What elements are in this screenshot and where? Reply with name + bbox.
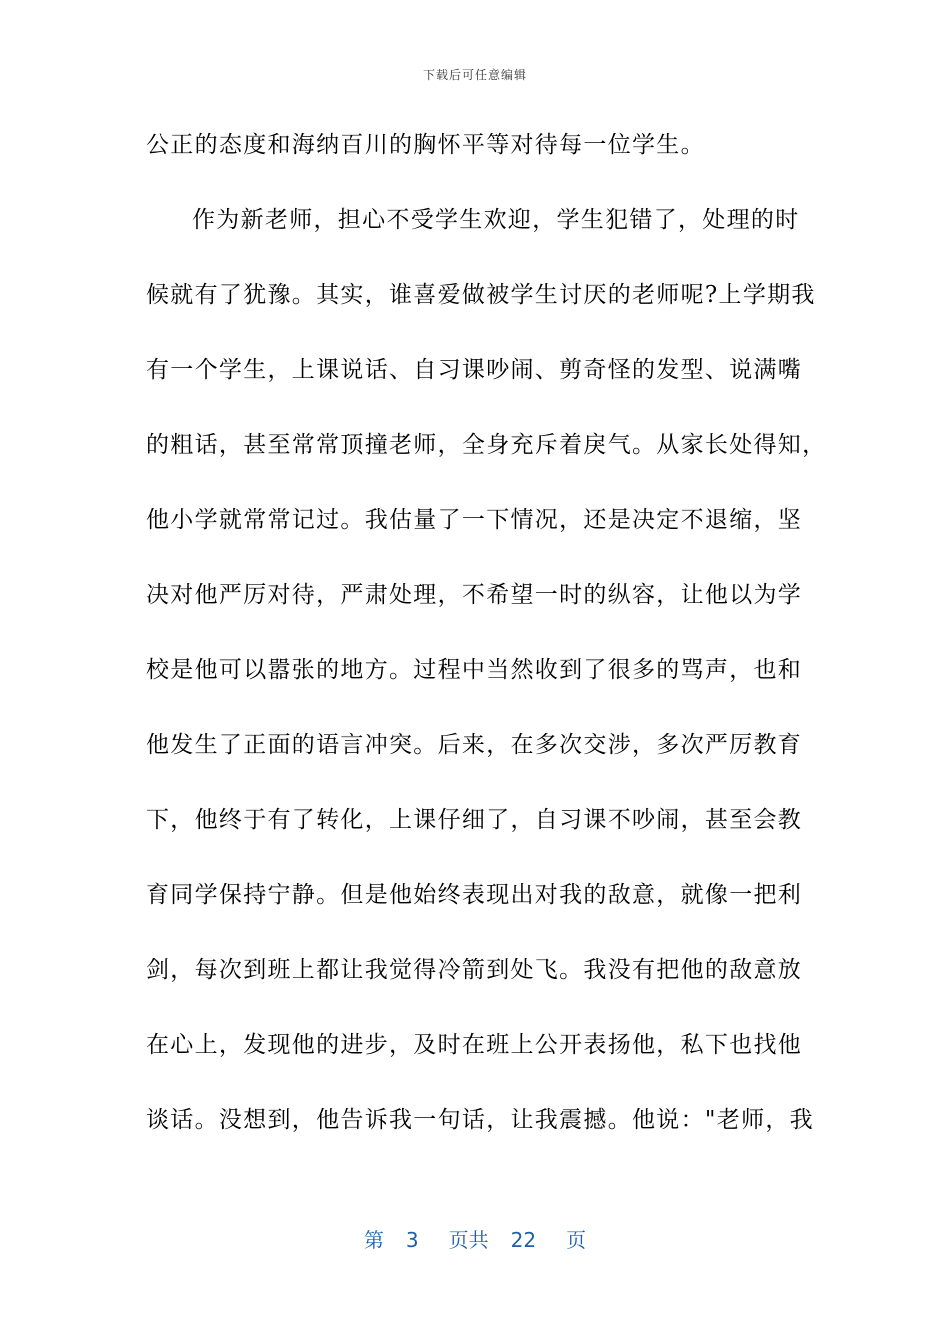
text-line: 候就有了犹豫。其实，谁喜爱做被学生讨厌的老师呢?上学期我 (146, 282, 816, 308)
text-line: 在心上，发现他的进步，及时在班上公开表扬他，私下也找他 (146, 1032, 803, 1058)
page-number-footer (0, 1224, 950, 1253)
text-line: 谈话。没想到，他告诉我一句话，让我震撼。他说："老师，我 (146, 1107, 814, 1133)
page-mid-label: 页共 (448, 1228, 489, 1252)
text-line: 他发生了正面的语言冲突。后来，在多次交涉，多次严厉教育 (146, 732, 803, 758)
text-line: 育同学保持宁静。但是他始终表现出对我的敌意，就像一把利 (146, 882, 803, 908)
page-header-note: 下载后可任意编辑 (422, 68, 527, 82)
document-body (146, 120, 827, 1170)
text-line: 下，他终于有了转化，上课仔细了，自习课不吵闹，甚至会教 (146, 807, 803, 833)
total-pages-number: 22 (510, 1228, 537, 1252)
text-line: 有一个学生，上课说话、自习课吵闹、剪奇怪的发型、说满嘴 (146, 357, 803, 383)
text-line: 的粗话，甚至常常顶撞老师，全身充斥着戾气。从家长处得知， (146, 432, 827, 458)
text-line-paragraph-start: 作为新老师，担心不受学生欢迎，学生犯错了，处理的时 (192, 207, 800, 233)
text-line: 决对他严厉对待，严肃处理，不希望一时的纵容，让他以为学 (146, 582, 803, 608)
page-prefix: 第 (363, 1228, 384, 1252)
current-page-number: 3 (405, 1228, 419, 1252)
text-line: 他小学就常常记过。我估量了一下情况，还是决定不退缩，坚 (146, 507, 803, 533)
page-suffix: 页 (566, 1228, 587, 1252)
text-line: 校是他可以嚣张的地方。过程中当然收到了很多的骂声，也和 (146, 657, 803, 683)
text-line: 剑，每次到班上都让我觉得冷箭到处飞。我没有把他的敌意放 (146, 957, 803, 983)
text-line: 公正的态度和海纳百川的胸怀平等对待每一位学生。 (146, 132, 705, 158)
